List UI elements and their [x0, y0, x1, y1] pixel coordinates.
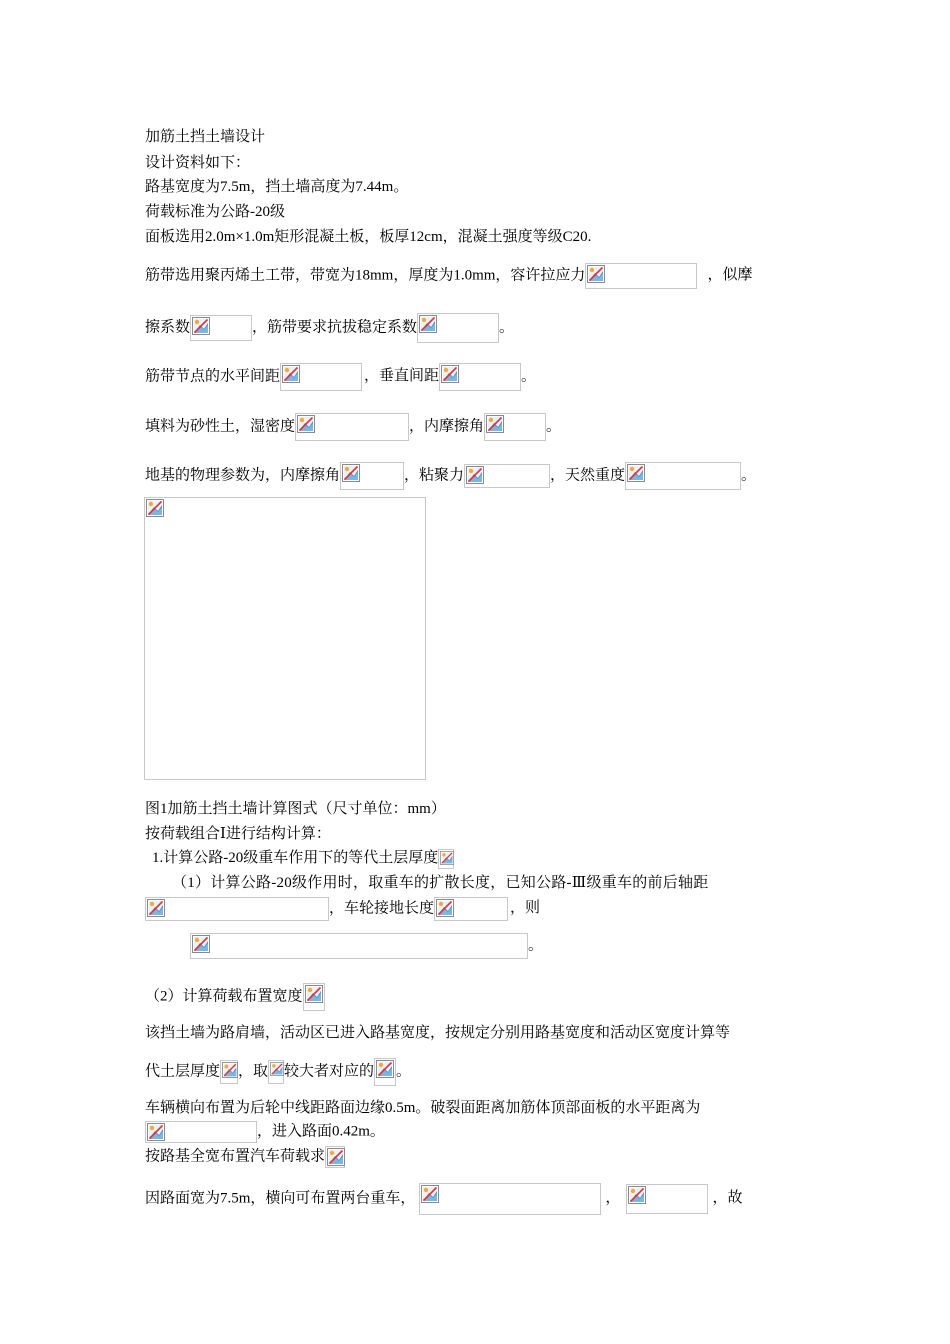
strip-text-b: ，似摩	[707, 267, 753, 284]
image-placeholder-icon	[626, 1184, 708, 1214]
vehicle-layout-line: 车辆横向布置为后轮中线距路面边缘0.5m。破裂面距离加筋体顶部面板的水平距离为	[145, 1100, 701, 1116]
node-spacing-line	[145, 363, 536, 391]
image-placeholder-icon	[625, 462, 741, 490]
then-label: ，则	[510, 900, 541, 917]
panel-line: 面板选用2.0m×1.0m矩形混凝土板，板厚12cm，混凝土强度等级C20.	[145, 229, 592, 245]
period: 。	[396, 1063, 412, 1080]
image-placeholder-icon	[419, 1183, 601, 1215]
image-placeholder-icon	[190, 315, 252, 341]
image-placeholder-icon	[280, 363, 362, 391]
image-placeholder-icon	[340, 462, 404, 490]
unit-weight-label: ，天然重度	[550, 467, 626, 484]
figure-image-placeholder	[144, 497, 426, 780]
road-width-line: 路基宽度为7.5m，挡土墙高度为7.44m。	[145, 179, 409, 195]
image-placeholder-icon	[484, 413, 546, 441]
strip-text-a: 筋带选用聚丙烯土工带，带宽为18mm，厚度为1.0mm，容许拉应力	[145, 267, 586, 284]
figure-caption: 图1加筋土挡土墙计算图式（尺寸单位：mm）	[145, 801, 446, 817]
substep1-line-2	[145, 897, 540, 921]
enter-road-text: ，进入路面0.42m。	[257, 1123, 385, 1140]
horizontal-spacing-label: 筋带节点的水平间距	[145, 368, 281, 385]
period: 。	[546, 418, 562, 435]
image-placeholder-icon	[268, 1060, 284, 1084]
substep2-text: （2）计算荷载布置宽度	[145, 988, 303, 1005]
image-placeholder-icon	[439, 363, 521, 391]
substep1-line: （1）计算公路-20级作用时，取重车的扩散长度，已知公路-Ⅲ级重车的前后轴距	[172, 875, 709, 891]
image-placeholder-icon	[585, 263, 697, 289]
comma: ，	[605, 1190, 621, 1207]
foundation-line	[145, 462, 756, 490]
friction-angle-label: ，内摩擦角	[409, 418, 485, 435]
image-placeholder-icon	[145, 1121, 257, 1143]
step1-line	[152, 848, 454, 869]
contact-length-label: ，车轮接地长度	[329, 900, 435, 917]
road-width-layout-line	[145, 1183, 742, 1215]
cohesion-label: ，粘聚力	[404, 467, 465, 484]
period: 。	[741, 467, 757, 484]
full-width-line	[145, 1146, 345, 1168]
therefore-label: ，故	[712, 1190, 743, 1207]
intro-line: 设计资料如下：	[145, 155, 251, 171]
substep2-line	[145, 983, 325, 1011]
strip-line	[145, 263, 752, 289]
two-trucks-text: 因路面宽为7.5m，横向可布置两台重车，	[145, 1190, 416, 1207]
image-placeholder-icon	[190, 933, 528, 959]
period: 。	[499, 319, 515, 336]
image-placeholder-icon	[438, 849, 454, 869]
full-width-text: 按路基全宽布置汽车荷载求	[145, 1148, 326, 1165]
equivalent-label: 代土层厚度	[145, 1063, 221, 1080]
equivalent-thickness-line	[145, 1058, 411, 1086]
pullout-label: ，筋带要求抗拔稳定系数	[252, 319, 418, 336]
enter-road-line	[145, 1121, 385, 1143]
take-label: ，取	[238, 1063, 269, 1080]
fill-line	[145, 413, 561, 441]
image-placeholder-icon	[295, 413, 409, 441]
foundation-friction-label: 地基的物理参数为，内摩擦角	[145, 467, 341, 484]
shoulder-wall-line: 该挡土墙为路肩墙，活动区已进入路基宽度，按规定分别用路基宽度和活动区宽度计算等	[145, 1025, 731, 1041]
image-placeholder-icon	[464, 464, 550, 488]
load-combination-line: 按荷载组合Ⅰ进行结构计算：	[145, 826, 331, 842]
friction-label: 擦系数	[145, 319, 191, 336]
image-placeholder-icon	[220, 1060, 238, 1084]
image-placeholder-icon	[325, 1146, 345, 1168]
image-placeholder-icon	[303, 983, 325, 1011]
period: 。	[521, 368, 537, 385]
load-standard-line: 荷载标准为公路-20级	[145, 204, 285, 220]
doc-title: 加筋土挡土墙设计	[145, 129, 266, 145]
image-placeholder-icon	[417, 313, 499, 343]
formula-line	[190, 933, 543, 959]
image-placeholder-icon	[374, 1058, 396, 1086]
step1-text: 1.计算公路-20级重车作用下的等代土层厚度	[152, 850, 439, 866]
vertical-spacing-label: ，垂直间距	[364, 368, 440, 385]
image-placeholder-icon	[145, 897, 329, 921]
image-placeholder-icon	[434, 897, 508, 921]
period: 。	[528, 937, 544, 954]
density-label: 填料为砂性土，湿密度	[145, 418, 296, 435]
strip-line-2	[145, 313, 514, 343]
larger-label: 较大者对应的	[284, 1063, 375, 1080]
